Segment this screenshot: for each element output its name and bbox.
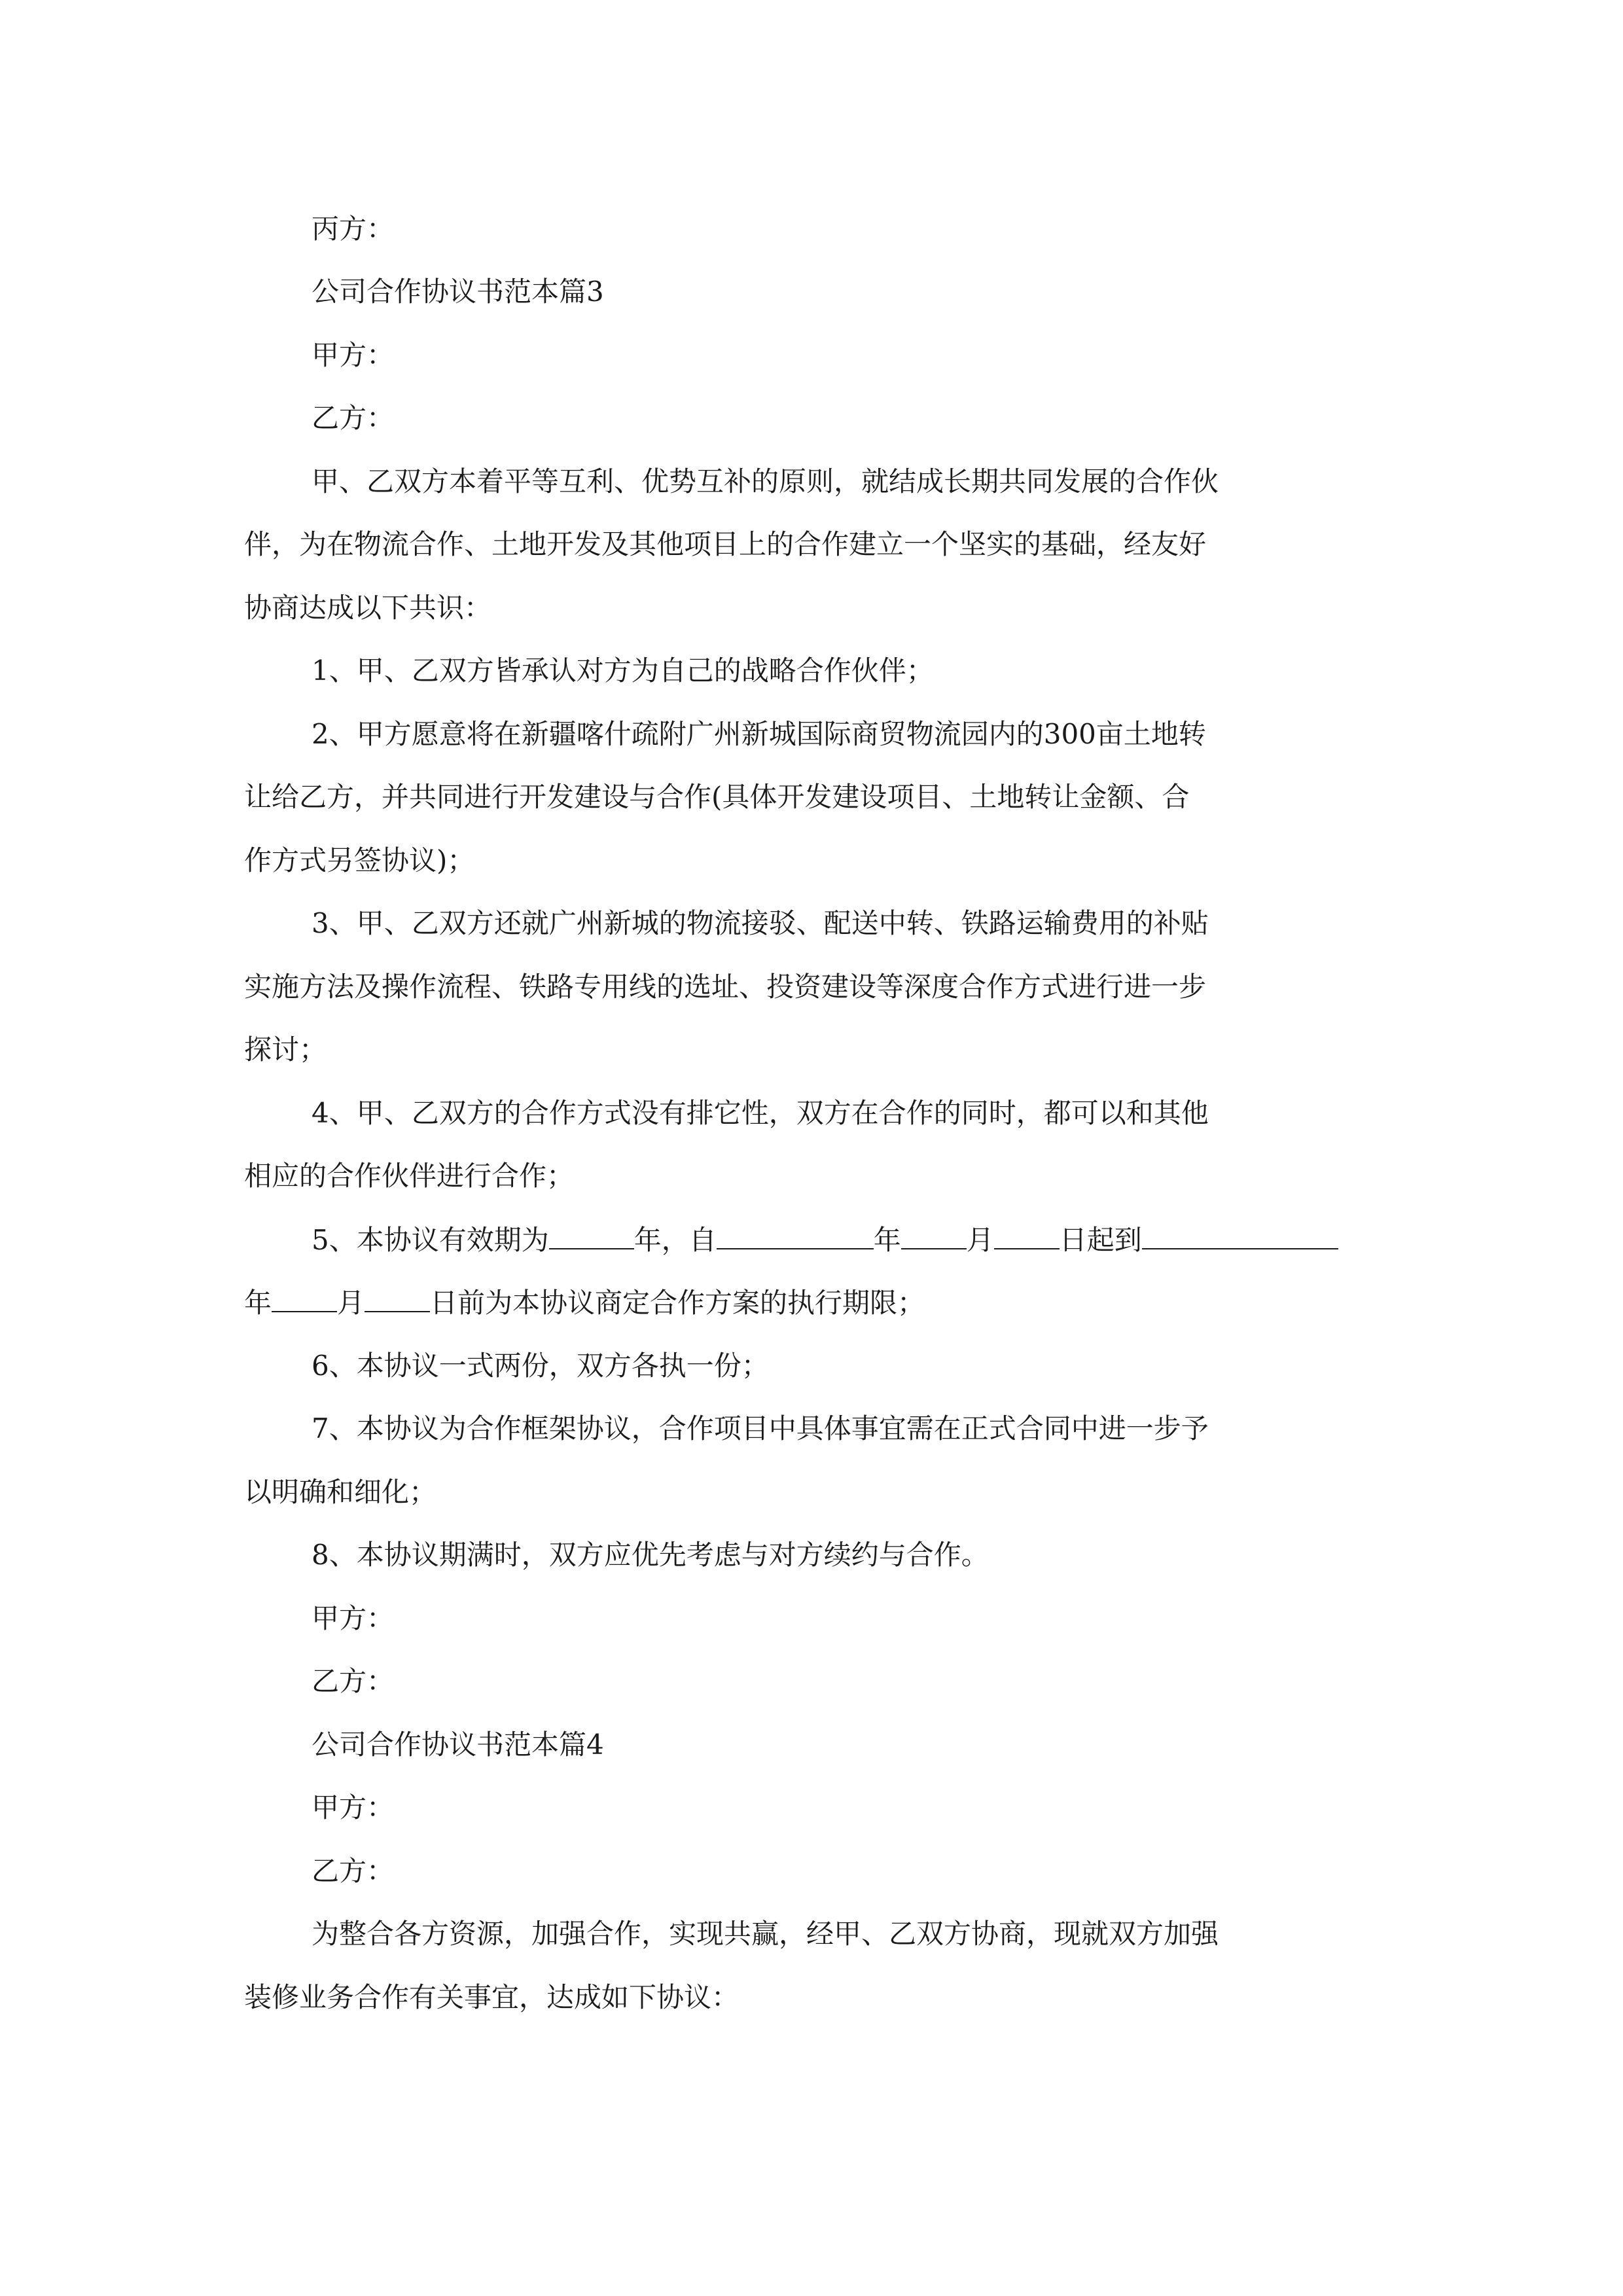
signature-party-a: 甲方： — [312, 1602, 395, 1634]
clause-5-month-label: 月 — [966, 1224, 994, 1256]
party-b-label-4: 乙方： — [312, 1855, 395, 1887]
preamble-line-3: 协商达成以下共识： — [244, 592, 492, 624]
blank-start-day[interactable] — [994, 1223, 1060, 1249]
preamble-line-1: 甲、乙双方本着平等互利、优势互补的原则，就结成长期共同发展的合作伙 — [312, 465, 1219, 497]
clause-6: 6、本协议一式两份，双方各执一份； — [312, 1350, 769, 1382]
preamble-4-line-1: 为整合各方资源，加强合作，实现共赢，经甲、乙双方协商，现就双方加强 — [312, 1918, 1219, 1950]
clause-5-year-label: 年 — [873, 1224, 901, 1256]
clause-5-end-year-label: 年 — [244, 1287, 272, 1319]
clause-5-end-day-label: 日前为本协议商定合作方案的执行期限； — [430, 1287, 925, 1319]
clause-3-line-1: 3、甲、乙双方还就广州新城的物流接驳、配送中转、铁路运输费用的补贴 — [312, 907, 1209, 939]
clause-7-line-2: 以明确和细化； — [244, 1476, 437, 1508]
section-heading-3: 公司合作协议书范本篇3 — [312, 276, 604, 308]
clause-5-day-label: 日起到 — [1059, 1224, 1142, 1256]
blank-years[interactable] — [549, 1223, 634, 1249]
clause-1: 1、甲、乙双方皆承认对方为自己的战略合作伙伴； — [312, 655, 934, 687]
blank-start-year[interactable] — [717, 1223, 874, 1249]
signature-party-b: 乙方： — [312, 1665, 395, 1697]
clause-4-line-1: 4、甲、乙双方的合作方式没有排它性，双方在合作的同时，都可以和其他 — [312, 1097, 1209, 1129]
clause-5-end-month-label: 月 — [337, 1287, 365, 1319]
blank-end-year[interactable] — [1142, 1223, 1338, 1249]
clause-7-line-1: 7、本协议为合作框架协议，合作项目中具体事宜需在正式合同中进一步予 — [312, 1412, 1209, 1444]
clause-4-line-2: 相应的合作伙伴进行合作； — [244, 1160, 575, 1192]
party-a-label: 甲方： — [312, 339, 395, 371]
clause-5-line-1 — [312, 1223, 1338, 1257]
party-b-label: 乙方： — [312, 402, 395, 434]
clause-2-line-3: 作方式另签协议)； — [244, 844, 475, 876]
clause-8: 8、本协议期满时，双方应优先考虑与对方续约与合作。 — [312, 1539, 989, 1571]
party-a-label-4: 甲方： — [312, 1791, 395, 1823]
clause-2-line-1: 2、甲方愿意将在新疆喀什疏附广州新城国际商贸物流园内的300亩土地转 — [312, 718, 1206, 750]
clause-5-line-2 — [244, 1286, 925, 1319]
clause-3-line-3: 探讨； — [244, 1033, 327, 1066]
blank-end-month[interactable] — [272, 1286, 337, 1312]
preamble-4-line-2: 装修业务合作有关事宜，达成如下协议： — [244, 1981, 740, 2013]
blank-end-day[interactable] — [365, 1286, 430, 1312]
clause-2-line-2: 让给乙方，并共同进行开发建设与合作(具体开发建设项目、土地转让金额、合 — [244, 781, 1190, 813]
blank-start-month[interactable] — [901, 1223, 967, 1249]
clause-5-prefix: 5、本协议有效期为 — [312, 1224, 549, 1256]
preamble-line-2: 伴，为在物流合作、土地开发及其他项目上的合作建立一个坚实的基础，经友好 — [244, 528, 1207, 560]
party-c-label: 丙方： — [312, 213, 395, 245]
clause-3-line-2: 实施方法及操作流程、铁路专用线的选址、投资建设等深度合作方式进行进一步 — [244, 971, 1207, 1003]
clause-5-year-from: 年，自 — [633, 1224, 717, 1256]
section-heading-4: 公司合作协议书范本篇4 — [312, 1729, 604, 1761]
